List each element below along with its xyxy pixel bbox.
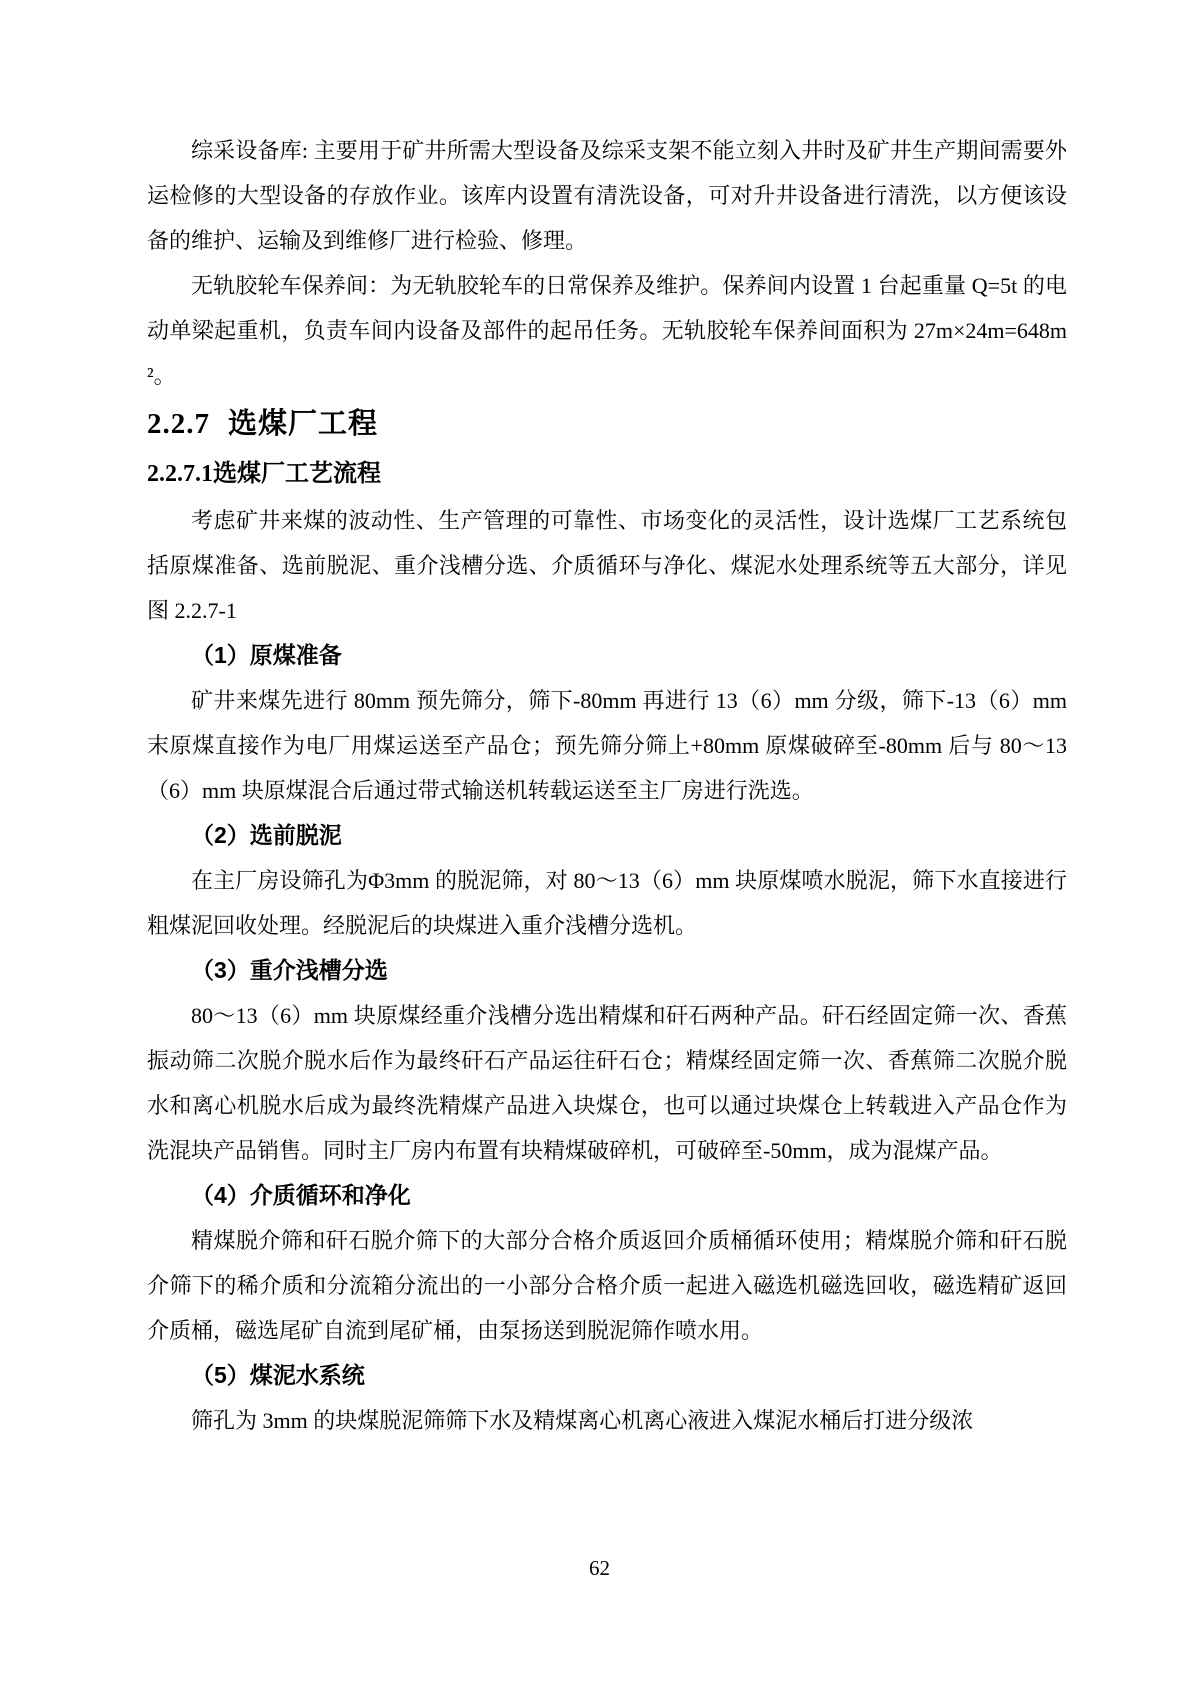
paragraph-vehicle-service: 无轨胶轮车保养间：为无轨胶轮车的日常保养及维护。保养间内设置 1 台起重量 Q=5t 的电动单梁起重机，负责车间内设备及部件的起吊任务。无轨胶轮车保养间面积为 27m×24m=648m²。 bbox=[147, 273, 1067, 388]
heading-subsection-title: 选煤厂工艺流程 bbox=[213, 460, 381, 487]
heading-item-4-medium-circulation-purification: （4）介质循环和净化 bbox=[191, 1182, 411, 1208]
heading-subsection-2-2-7-1 bbox=[147, 450, 1067, 498]
paragraph-process-overview: 考虑矿井来煤的波动性、生产管理的可靠性、市场变化的灵活性，设计选煤厂工艺系统包括原煤准备、选前脱泥、重介浅槽分选、介质循环与净化、煤泥水处理系统等五大部分，详见图 2.2.7-1 bbox=[147, 508, 1067, 623]
paragraph-item-2: 在主厂房设筛孔为Φ3mm 的脱泥筛，对 80～13（6）mm 块原煤喷水脱泥，筛下水直接进行粗煤泥回收处理。经脱泥后的块煤进入重介浅槽分选机。 bbox=[147, 868, 1067, 938]
paragraph-item-4: 精煤脱介筛和矸石脱介筛下的大部分合格介质返回介质桶循环使用；精煤脱介筛和矸石脱介筛下的稀介质和分流箱分流出的一小部分合格介质一起进入磁选机磁选回收，磁选精矿返回介质桶，磁选尾矿自流到尾矿桶，由泵扬送到脱泥筛作喷水用。 bbox=[147, 1228, 1067, 1343]
heading-item-2-pre-desliming: （2）选前脱泥 bbox=[191, 822, 342, 848]
heading-item-1-raw-coal-preparation: （1）原煤准备 bbox=[191, 642, 342, 668]
heading-item-3-dense-medium-shallow-trough: （3）重介浅槽分选 bbox=[191, 957, 388, 983]
page-number: 62 bbox=[589, 1556, 610, 1580]
paragraph-item-5: 筛孔为 3mm 的块煤脱泥筛筛下水及精煤离心机离心液进入煤泥水桶后打进分级浓 bbox=[191, 1408, 974, 1433]
page-content bbox=[147, 128, 1067, 1443]
paragraph-equipment-depot: 综采设备库: 主要用于矿井所需大型设备及综采支架不能立刻入井时及矿井生产期间需要外运检修的大型设备的存放作业。该库内设置有清洗设备，可对升井设备进行清洗，以方便该设备的维护、运输及到维修厂进行检验、修理。 bbox=[147, 138, 1067, 253]
heading-subsection-number: 2.2.7.1 bbox=[147, 461, 213, 487]
heading-section-2-2-7 bbox=[147, 398, 1067, 450]
heading-item-5-slime-water-system: （5）煤泥水系统 bbox=[191, 1362, 365, 1388]
paragraph-item-1: 矿井来煤先进行 80mm 预先筛分，筛下-80mm 再进行 13（6）mm 分级，筛下-13（6）mm 末原煤直接作为电厂用煤运送至产品仓；预先筛分筛上+80mm 原煤破碎至-80mm 后与 80～13（6）mm 块原煤混合后通过带式输送机转载运送至主厂房进行洗选。 bbox=[147, 688, 1067, 803]
heading-section-title: 选煤厂工程 bbox=[228, 408, 379, 440]
page-footer bbox=[0, 1556, 1199, 1581]
paragraph-item-3: 80～13（6）mm 块原煤经重介浅槽分选出精煤和矸石两种产品。矸石经固定筛一次、香蕉振动筛二次脱介脱水后作为最终矸石产品运往矸石仓；精煤经固定筛一次、香蕉筛二次脱介脱水和离心机脱水后成为最终洗精煤产品进入块煤仓，也可以通过块煤仓上转载进入产品仓作为洗混块产品销售。同时主厂房内布置有块精煤破碎机，可破碎至-50mm，成为混煤产品。 bbox=[147, 1003, 1067, 1163]
heading-section-number: 2.2.7 bbox=[147, 408, 210, 440]
